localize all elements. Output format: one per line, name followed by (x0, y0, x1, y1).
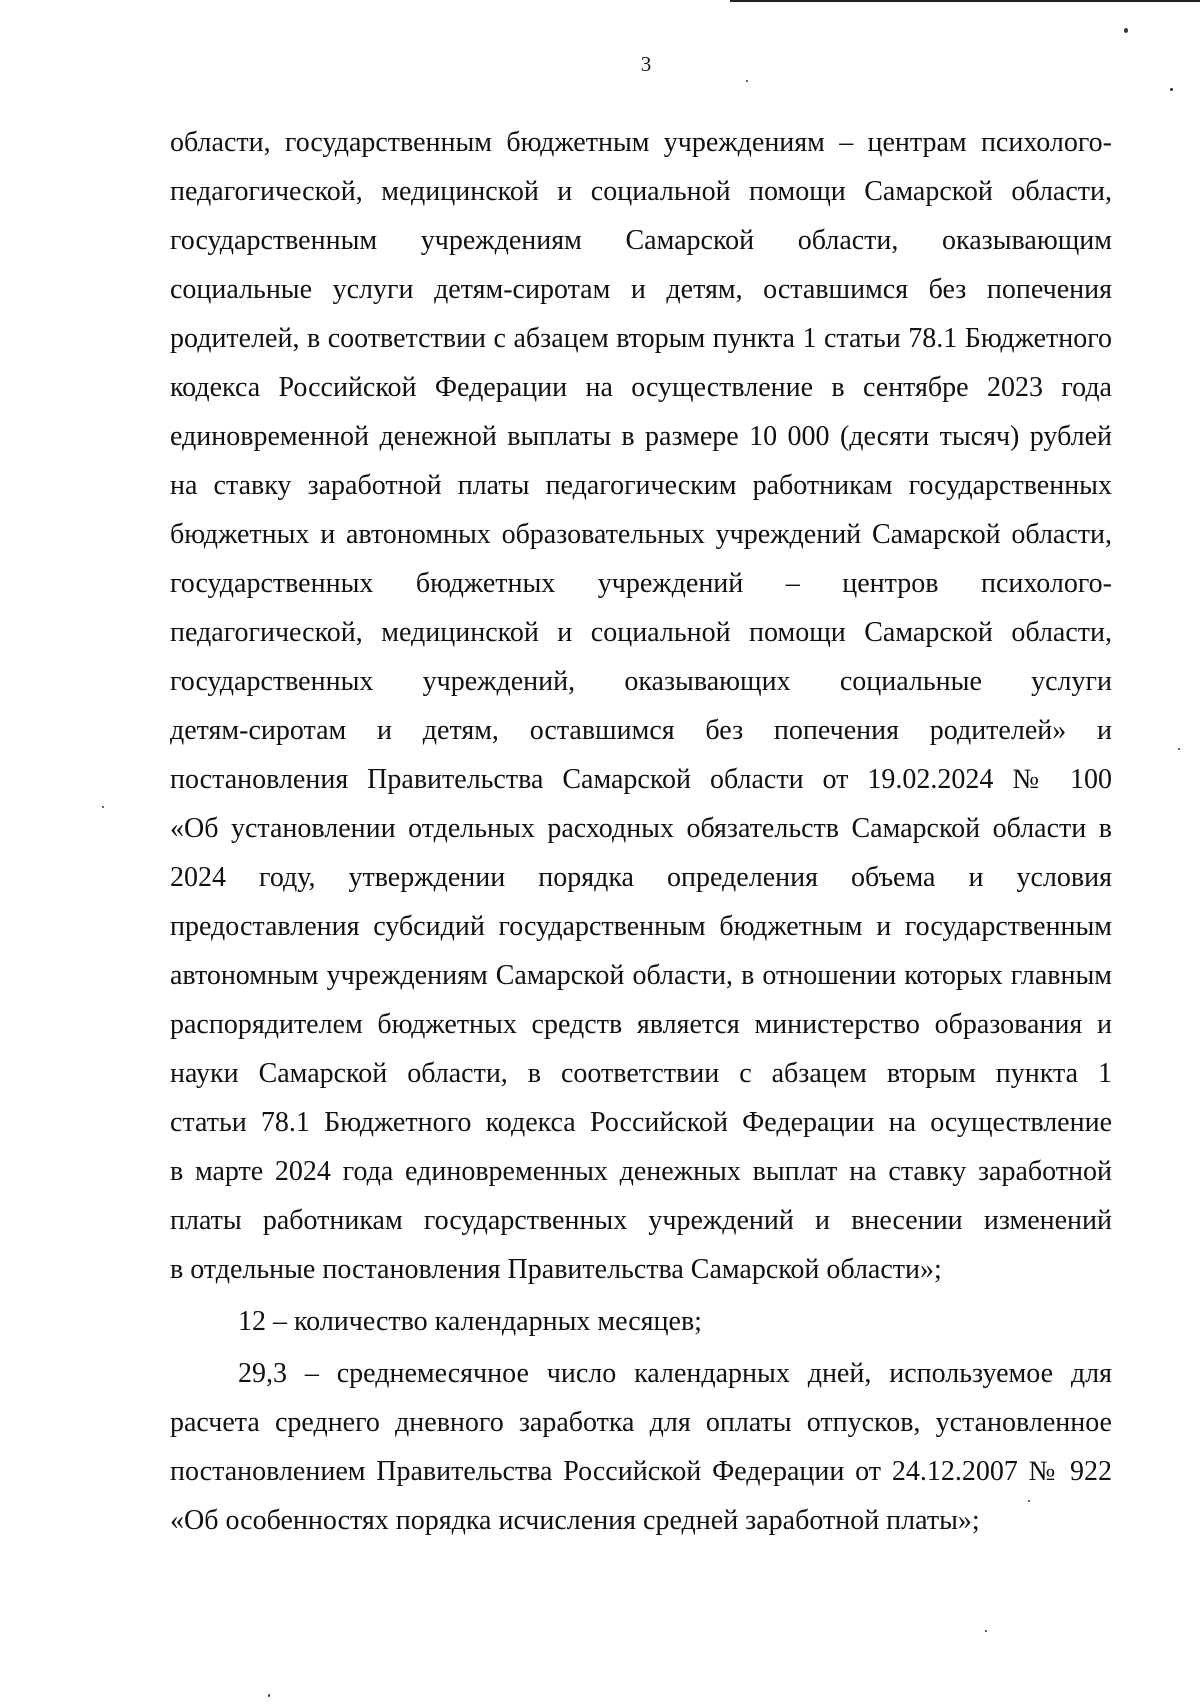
scan-speck (1178, 748, 1180, 750)
text-line: статьи 78.1 Бюджетного кодекса Российской Федерации на осуществление (170, 1107, 1112, 1138)
text-line: постановления Правительства Самарской области от 19.02.2024 № 100 (170, 764, 1112, 795)
text-line: на ставку заработной платы педагогическим работникам государственных (170, 470, 1112, 501)
scan-speck (102, 806, 104, 808)
text-line: бюджетных и автономных образовательных учреждений Самарской области, (170, 519, 1112, 550)
months-paragraph (170, 1297, 1112, 1346)
text-line: науки Самарской области, в соответствии с абзацем вторым пункта 1 (170, 1058, 1112, 1089)
text-line: «Об установлении отдельных расходных обязательств Самарской области в (170, 813, 1112, 844)
text-line: 2024 году, утверждении порядка определения объема и условия (170, 862, 1112, 893)
text-line: социальные услуги детям-сиротам и детям, оставшимся без попечения (170, 274, 1112, 305)
text-line: области, государственным бюджетным учреждениям – центрам психолого- (170, 127, 1112, 158)
scan-speck (268, 1694, 270, 1697)
text-line: расчета среднего дневного заработка для оплаты отпусков, установленное (170, 1407, 1112, 1438)
scan-speck (1028, 1500, 1030, 1502)
text-line: в отдельные постановления Правительства Самарской области»; (170, 1254, 942, 1285)
text-line: родителей, в соответствии с абзацем вторым пункта 1 статьи 78.1 Бюджетного (170, 323, 1112, 354)
text-line: распорядителем бюджетных средств является министерство образования и (170, 1009, 1112, 1040)
text-line: 29,3 – среднемесячное число календарных дней, используемое для (238, 1358, 1112, 1389)
days-paragraph (170, 1349, 1112, 1545)
text-line: платы работникам государственных учреждений и внесении изменений (170, 1205, 1112, 1236)
text-line: кодекса Российской Федерации на осуществление в сентябре 2023 года (170, 372, 1112, 403)
scan-speck (1170, 88, 1173, 91)
text-line: постановлением Правительства Российской Федерации от 24.12.2007 № 922 (170, 1456, 1112, 1487)
text-line: 12 – количество календарных месяцев; (238, 1306, 702, 1337)
text-line: предоставления субсидий государственным бюджетным и государственным (170, 911, 1112, 942)
scan-speck (1124, 28, 1128, 33)
continuation-paragraph (170, 118, 1112, 1294)
scan-speck (985, 1630, 987, 1632)
text-line: педагогической, медицинской и социальной помощи Самарской области, (170, 176, 1112, 207)
scan-speck (746, 80, 748, 82)
document-body (170, 115, 1112, 1545)
scan-edge-rule (730, 0, 1200, 2)
text-line: «Об особенностях порядка исчисления средней заработной платы»; (170, 1505, 980, 1536)
text-line: единовременной денежной выплаты в размере 10 000 (десяти тысяч) рублей (170, 421, 1112, 452)
text-line: педагогической, медицинской и социальной помощи Самарской области, (170, 617, 1112, 648)
text-line: государственным учреждениям Самарской области, оказывающим (170, 225, 1112, 256)
text-line: государственных учреждений, оказывающих социальные услуги (170, 666, 1112, 697)
text-line: детям-сиротам и детям, оставшимся без попечения родителей» и (170, 715, 1112, 746)
text-line: в марте 2024 года единовременных денежных выплат на ставку заработной (170, 1156, 1112, 1187)
text-line: автономным учреждениям Самарской области, в отношении которых главным (170, 960, 1112, 991)
page-number: 3 (640, 52, 652, 76)
text-line: государственных бюджетных учреждений – центров психолого- (170, 568, 1112, 599)
